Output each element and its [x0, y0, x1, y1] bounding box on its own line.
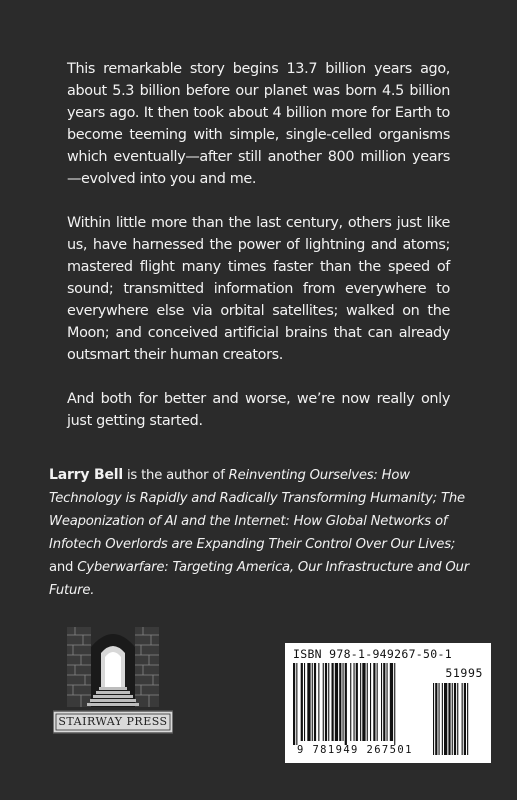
ean-digits: 9 781949 267501	[297, 744, 413, 756]
barcode-bar	[339, 663, 341, 741]
barcode-bar	[318, 663, 319, 741]
barcode-bar	[356, 663, 358, 741]
barcode-bar	[377, 663, 378, 741]
bio-book-cyberwarfare: Cyberwarfare: Targeting America, Our Infrastructure and Our Future.	[49, 560, 469, 598]
bio-text-2: and	[49, 560, 78, 575]
barcode-bar	[296, 663, 297, 745]
barcode-box	[285, 643, 491, 763]
barcode-bar	[373, 663, 375, 741]
barcode-bar	[343, 663, 344, 741]
barcode-bar	[381, 663, 382, 741]
author-name: Larry Bell	[49, 467, 123, 483]
barcode-bar	[314, 663, 316, 741]
barcode-bar	[293, 663, 295, 745]
author-bio	[49, 464, 469, 602]
cover-blurb	[67, 58, 450, 454]
publisher-name: STAIRWAY PRESS	[58, 715, 168, 728]
barcode-bar	[354, 663, 355, 741]
barcode-bar	[328, 663, 329, 741]
barcode-bar	[312, 663, 313, 741]
barcode-bar	[383, 663, 385, 741]
bio-text-1: is the author of	[122, 468, 229, 483]
barcode-bar	[332, 663, 334, 741]
barcode-bar	[370, 663, 371, 741]
barcode-bar	[360, 663, 361, 741]
isbn-number: ISBN 978-1-949267-50-1	[293, 647, 452, 661]
barcode-bar	[307, 663, 310, 741]
barcode-bar	[325, 663, 327, 741]
barcode-bar	[367, 663, 368, 741]
barcode-bar	[323, 663, 324, 741]
publisher-logo	[53, 627, 173, 737]
barcode-bar	[301, 663, 303, 741]
barcode-bar	[362, 663, 365, 741]
barcode-bar	[350, 663, 351, 741]
blurb-paragraph-3: And both for better and worse, we’re now really only just getting started.	[67, 391, 450, 429]
bio-book-list: Reinventing Ourselves: How Technology is Rapidly and Radically Transforming Humanity; The Weaponization of AI and the Internet: How Global Networks of Infotech Overlords are Expanding Their Control Over Our Lives;	[49, 468, 465, 552]
barcode-bar	[394, 663, 395, 745]
barcode-bar	[345, 663, 347, 745]
price-code: 51995	[445, 666, 483, 680]
barcode-bar	[387, 663, 388, 741]
barcode-bar	[390, 663, 393, 741]
barcode-bar	[304, 663, 305, 741]
blurb-paragraph-1: This remarkable story begins 13.7 billion years ago, about 5.3 billion before our planet was born 4.5 billion years ago. It then took about 4 billion more for Earth to become teeming with simple, single-celled organisms which eventually—after still another 800 million years—evolved into you and me.	[67, 61, 450, 187]
barcode-bar	[335, 663, 338, 741]
blurb-paragraph-2: Within little more than the last century, others just like us, have harnessed the power of lightning and atoms; mastered flight many times faster than the speed of sound; transmitted information from everywhere to everywhere else via orbital satellites; walked on the Moon; and conceived artificial brains that can already outsmart their human creators.	[67, 215, 450, 363]
